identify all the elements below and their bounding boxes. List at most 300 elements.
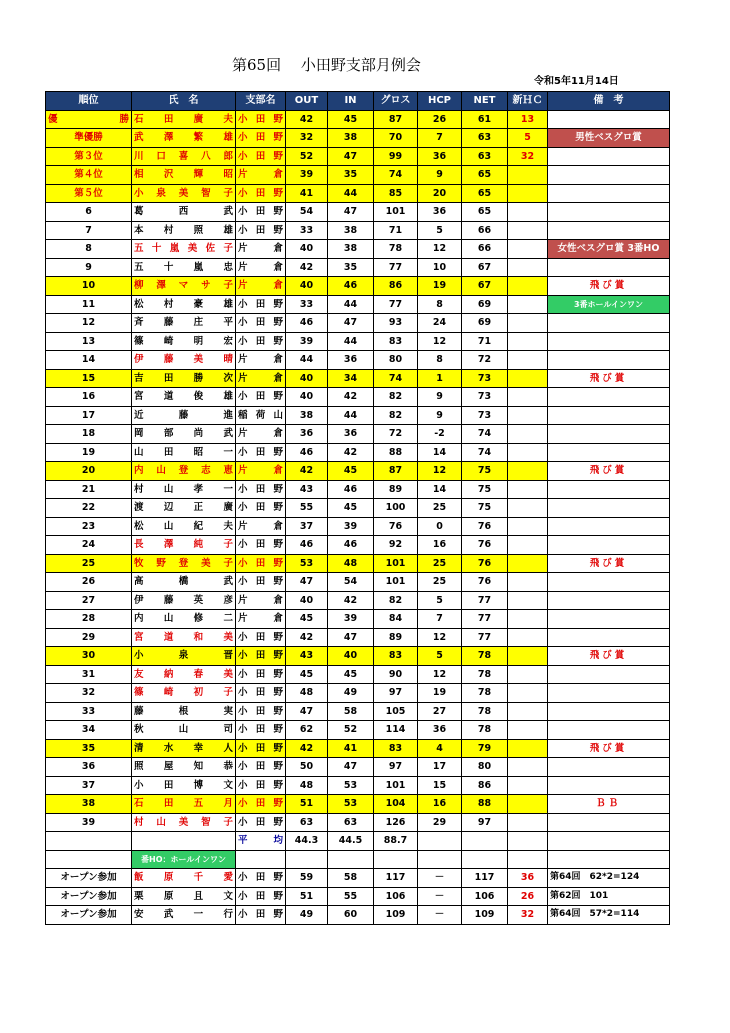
new-hc-cell (508, 277, 548, 296)
name-cell: 飯原千愛 (132, 869, 236, 888)
in-cell: 42 (328, 388, 374, 407)
note-cell (548, 702, 670, 721)
empty-cell (508, 850, 548, 869)
new-hc-cell (508, 480, 548, 499)
table-row (46, 795, 670, 814)
table-row (46, 887, 670, 906)
club-cell: 片倉 (236, 166, 286, 185)
name-cell: 五十嵐忠 (132, 258, 236, 277)
table-row (46, 776, 670, 795)
out-cell: 36 (286, 425, 328, 444)
hcp-cell: 9 (418, 388, 462, 407)
new-hc-cell (508, 258, 548, 277)
club-cell: 小田野 (236, 480, 286, 499)
in-cell: 42 (328, 591, 374, 610)
club-cell: 小田野 (236, 628, 286, 647)
net-cell: 78 (462, 647, 508, 666)
in-cell: 45 (328, 665, 374, 684)
name-cell: 村山孝一 (132, 480, 236, 499)
table-row (46, 258, 670, 277)
in-cell: 53 (328, 795, 374, 814)
name-cell: 柳澤マサ子 (132, 277, 236, 296)
hcp-cell: 19 (418, 277, 462, 296)
hcp-cell: 12 (418, 665, 462, 684)
rank-cell: 25 (46, 554, 132, 573)
new-hc-cell (508, 203, 548, 222)
rank-cell: 35 (46, 739, 132, 758)
table-row (46, 240, 670, 259)
gross-cell: 74 (374, 369, 418, 388)
out-cell: 51 (286, 887, 328, 906)
hcp-cell: 36 (418, 203, 462, 222)
in-cell: 39 (328, 517, 374, 536)
table-row (46, 369, 670, 388)
out-cell: 62 (286, 721, 328, 740)
new-hc-cell (508, 758, 548, 777)
name-cell: 牧野登美子 (132, 554, 236, 573)
note-cell (548, 758, 670, 777)
hcp-cell: 12 (418, 462, 462, 481)
rank-cell: 14 (46, 351, 132, 370)
table-row (46, 314, 670, 333)
gross-cell: 114 (374, 721, 418, 740)
note-cell (548, 776, 670, 795)
in-cell: 49 (328, 684, 374, 703)
table-row (46, 517, 670, 536)
club-cell: 片倉 (236, 351, 286, 370)
gross-cell: 74 (374, 166, 418, 185)
out-cell: 39 (286, 332, 328, 351)
net-cell: 76 (462, 517, 508, 536)
header-note: 備 考 (548, 92, 670, 111)
net-cell: 75 (462, 462, 508, 481)
out-cell: 40 (286, 388, 328, 407)
hcp-cell: 12 (418, 332, 462, 351)
name-cell: 本村照雄 (132, 221, 236, 240)
in-cell: 38 (328, 221, 374, 240)
empty-cell (462, 832, 508, 851)
name-cell: 村山美智子 (132, 813, 236, 832)
hcp-cell: － (418, 887, 462, 906)
note-cell (548, 203, 670, 222)
club-cell: 小田野 (236, 684, 286, 703)
gross-cell: 101 (374, 776, 418, 795)
name-cell: 篠崎明宏 (132, 332, 236, 351)
gross-cell: 117 (374, 869, 418, 888)
in-cell: 44 (328, 184, 374, 203)
in-cell: 38 (328, 240, 374, 259)
gross-cell: 82 (374, 591, 418, 610)
gross-cell: 87 (374, 110, 418, 129)
empty-cell (462, 850, 508, 869)
rank-cell: 第５位 (46, 184, 132, 203)
rank-cell: 23 (46, 517, 132, 536)
net-cell: 76 (462, 554, 508, 573)
club-cell: 小田野 (236, 869, 286, 888)
net-cell: 76 (462, 573, 508, 592)
note-cell (548, 258, 670, 277)
empty-cell (286, 850, 328, 869)
rank-cell: 22 (46, 499, 132, 518)
gross-cell: 101 (374, 573, 418, 592)
club-cell: 片倉 (236, 425, 286, 444)
header-out: OUT (286, 92, 328, 111)
net-cell: 76 (462, 536, 508, 555)
table-row (46, 332, 670, 351)
table-row (46, 721, 670, 740)
table-row (46, 221, 670, 240)
hcp-cell: 5 (418, 221, 462, 240)
empty-cell (548, 850, 670, 869)
gross-cell: 83 (374, 739, 418, 758)
rank-cell: 32 (46, 684, 132, 703)
note-cell (548, 110, 670, 129)
rank-cell: 18 (46, 425, 132, 444)
net-cell: 67 (462, 277, 508, 296)
net-cell: 67 (462, 258, 508, 277)
out-cell: 49 (286, 906, 328, 925)
note-cell: 第64回 57*2=114 (548, 906, 670, 925)
gross-cell: 93 (374, 314, 418, 333)
new-hc-cell (508, 610, 548, 629)
out-cell: 44 (286, 351, 328, 370)
note-cell: 第64回 62*2=124 (548, 869, 670, 888)
name-cell: 伊藤英彦 (132, 591, 236, 610)
note-cell: 飛び賞 (548, 462, 670, 481)
new-hc-cell (508, 591, 548, 610)
in-cell: 46 (328, 277, 374, 296)
note-cell (548, 425, 670, 444)
net-cell: 75 (462, 499, 508, 518)
new-hc-cell (508, 536, 548, 555)
rank-cell: 19 (46, 443, 132, 462)
table-row (46, 425, 670, 444)
gross-cell: 78 (374, 240, 418, 259)
new-hc-cell (508, 628, 548, 647)
in-cell: 38 (328, 129, 374, 148)
table-row (46, 554, 670, 573)
club-cell: 片倉 (236, 258, 286, 277)
hcp-cell: 17 (418, 758, 462, 777)
table-row (46, 129, 670, 148)
out-cell: 45 (286, 610, 328, 629)
note-cell (548, 443, 670, 462)
club-cell: 片倉 (236, 591, 286, 610)
hcp-cell: 12 (418, 240, 462, 259)
new-hc-cell (508, 332, 548, 351)
average-label: 平 均 (236, 832, 286, 851)
note-cell (548, 536, 670, 555)
net-cell: 69 (462, 295, 508, 314)
net-cell: 117 (462, 869, 508, 888)
club-cell: 小田野 (236, 813, 286, 832)
in-cell: 47 (328, 628, 374, 647)
hcp-cell: 0 (418, 517, 462, 536)
table-row (46, 906, 670, 925)
net-cell: 73 (462, 369, 508, 388)
rank-cell: 33 (46, 702, 132, 721)
net-cell: 71 (462, 332, 508, 351)
club-cell: 小田野 (236, 221, 286, 240)
net-cell: 65 (462, 184, 508, 203)
rank-cell: 13 (46, 332, 132, 351)
in-cell: 41 (328, 739, 374, 758)
table-row (46, 591, 670, 610)
empty-cell (418, 832, 462, 851)
average-gross: 88.7 (374, 832, 418, 851)
net-cell: 79 (462, 739, 508, 758)
out-cell: 47 (286, 702, 328, 721)
hcp-cell: 24 (418, 314, 462, 333)
rank-cell: 15 (46, 369, 132, 388)
gross-cell: 82 (374, 388, 418, 407)
out-cell: 55 (286, 499, 328, 518)
note-cell (548, 665, 670, 684)
in-cell: 44 (328, 406, 374, 425)
net-cell: 72 (462, 351, 508, 370)
name-cell: 小泉美智子 (132, 184, 236, 203)
gross-cell: 72 (374, 425, 418, 444)
in-cell: 58 (328, 702, 374, 721)
hcp-cell: 14 (418, 443, 462, 462)
rank-cell: 16 (46, 388, 132, 407)
out-cell: 54 (286, 203, 328, 222)
hcp-cell: 25 (418, 573, 462, 592)
net-cell: 109 (462, 906, 508, 925)
empty-cell (508, 832, 548, 851)
net-cell: 66 (462, 221, 508, 240)
header-in: IN (328, 92, 374, 111)
rank-cell: 11 (46, 295, 132, 314)
rank-cell: 準優勝 (46, 129, 132, 148)
club-cell: 小田野 (236, 721, 286, 740)
gross-cell: 105 (374, 702, 418, 721)
average-row (46, 832, 670, 851)
note-cell (548, 184, 670, 203)
in-cell: 63 (328, 813, 374, 832)
in-cell: 58 (328, 869, 374, 888)
in-cell: 47 (328, 147, 374, 166)
table-row (46, 647, 670, 666)
in-cell: 34 (328, 369, 374, 388)
rank-cell: 8 (46, 240, 132, 259)
net-cell: 77 (462, 591, 508, 610)
gross-cell: 77 (374, 258, 418, 277)
new-hc-cell (508, 406, 548, 425)
rank-cell: 24 (46, 536, 132, 555)
table-row (46, 499, 670, 518)
table-row (46, 628, 670, 647)
new-hc-cell: 13 (508, 110, 548, 129)
hcp-cell: 1 (418, 369, 462, 388)
legend-row (46, 850, 670, 869)
gross-cell: 104 (374, 795, 418, 814)
header-rank: 順位 (46, 92, 132, 111)
new-hc-cell (508, 369, 548, 388)
out-cell: 40 (286, 240, 328, 259)
note-cell: 女性ベスグロ賞 3番HO (548, 240, 670, 259)
club-cell: 小田野 (236, 388, 286, 407)
new-hc-cell (508, 462, 548, 481)
table-row (46, 480, 670, 499)
gross-cell: 83 (374, 647, 418, 666)
hcp-cell: 25 (418, 554, 462, 573)
out-cell: 42 (286, 462, 328, 481)
table-row (46, 739, 670, 758)
table-row (46, 813, 670, 832)
name-cell: 長澤純子 (132, 536, 236, 555)
in-cell: 40 (328, 647, 374, 666)
out-cell: 51 (286, 795, 328, 814)
club-cell: 小田野 (236, 332, 286, 351)
new-hc-cell (508, 184, 548, 203)
rank-cell: 優 勝 (46, 110, 132, 129)
hcp-cell: 9 (418, 166, 462, 185)
gross-cell: 106 (374, 887, 418, 906)
new-hc-cell (508, 795, 548, 814)
rank-cell: 38 (46, 795, 132, 814)
rank-cell: 29 (46, 628, 132, 647)
name-cell: 宮道和美 (132, 628, 236, 647)
new-hc-cell (508, 702, 548, 721)
name-cell: 内山登志恵 (132, 462, 236, 481)
empty-cell (328, 850, 374, 869)
header-gross: グロス (374, 92, 418, 111)
note-cell (548, 573, 670, 592)
hcp-cell: 8 (418, 351, 462, 370)
name-cell: 山田昭一 (132, 443, 236, 462)
name-cell: 秋山司 (132, 721, 236, 740)
net-cell: 63 (462, 147, 508, 166)
out-cell: 43 (286, 480, 328, 499)
table-row (46, 758, 670, 777)
name-cell: 五十嵐美佐子 (132, 240, 236, 259)
note-cell (548, 351, 670, 370)
name-cell: 内山修二 (132, 610, 236, 629)
rank-cell: 34 (46, 721, 132, 740)
header-hcp: HCP (418, 92, 462, 111)
hcp-cell: 19 (418, 684, 462, 703)
results-table (45, 91, 670, 925)
gross-cell: 76 (374, 517, 418, 536)
table-row (46, 406, 670, 425)
in-cell: 55 (328, 887, 374, 906)
hcp-cell: 26 (418, 110, 462, 129)
out-cell: 42 (286, 628, 328, 647)
empty-cell (46, 850, 132, 869)
out-cell: 48 (286, 684, 328, 703)
club-cell: 小田野 (236, 443, 286, 462)
empty-cell (132, 832, 236, 851)
hcp-cell: 8 (418, 295, 462, 314)
note-cell: 男性ベスグロ賞 (548, 129, 670, 148)
table-row (46, 203, 670, 222)
empty-cell (374, 850, 418, 869)
new-hc-cell (508, 684, 548, 703)
net-cell: 73 (462, 388, 508, 407)
table-row (46, 277, 670, 296)
name-cell: 松山紀夫 (132, 517, 236, 536)
out-cell: 48 (286, 776, 328, 795)
note-cell: 飛び賞 (548, 739, 670, 758)
gross-cell: 101 (374, 203, 418, 222)
event-date: 令和5年11月14日 (534, 76, 619, 87)
table-row (46, 869, 670, 888)
name-cell: 伊藤美晴 (132, 351, 236, 370)
rank-cell: 28 (46, 610, 132, 629)
gross-cell: 88 (374, 443, 418, 462)
rank-cell: オープン参加 (46, 887, 132, 906)
header-club: 支部名 (236, 92, 286, 111)
hcp-cell: 5 (418, 647, 462, 666)
club-cell: 片倉 (236, 240, 286, 259)
out-cell: 42 (286, 739, 328, 758)
note-cell (548, 314, 670, 333)
gross-cell: 71 (374, 221, 418, 240)
name-cell: 友納春美 (132, 665, 236, 684)
in-cell: 44 (328, 295, 374, 314)
out-cell: 53 (286, 554, 328, 573)
gross-cell: 77 (374, 295, 418, 314)
hcp-cell: 16 (418, 795, 462, 814)
gross-cell: 109 (374, 906, 418, 925)
net-cell: 73 (462, 406, 508, 425)
new-hc-cell (508, 388, 548, 407)
note-cell: 3番ホールインワン (548, 295, 670, 314)
table-row (46, 665, 670, 684)
out-cell: 40 (286, 277, 328, 296)
note-cell: 飛び賞 (548, 554, 670, 573)
club-cell: 片倉 (236, 610, 286, 629)
gross-cell: 84 (374, 610, 418, 629)
new-hc-cell: 36 (508, 869, 548, 888)
note-cell (548, 591, 670, 610)
gross-cell: 89 (374, 628, 418, 647)
new-hc-cell (508, 554, 548, 573)
empty-cell (236, 850, 286, 869)
out-cell: 33 (286, 295, 328, 314)
out-cell: 50 (286, 758, 328, 777)
hcp-cell: － (418, 906, 462, 925)
name-cell: 吉田勝次 (132, 369, 236, 388)
out-cell: 42 (286, 110, 328, 129)
new-hc-cell (508, 739, 548, 758)
gross-cell: 99 (374, 147, 418, 166)
net-cell: 61 (462, 110, 508, 129)
note-cell (548, 628, 670, 647)
table-row (46, 536, 670, 555)
table-row (46, 184, 670, 203)
in-cell: 45 (328, 110, 374, 129)
name-cell: 武澤繁雄 (132, 129, 236, 148)
hcp-cell: 20 (418, 184, 462, 203)
club-cell: 小田野 (236, 147, 286, 166)
club-cell: 小田野 (236, 536, 286, 555)
in-cell: 45 (328, 462, 374, 481)
club-cell: 小田野 (236, 573, 286, 592)
net-cell: 74 (462, 443, 508, 462)
club-cell: 小田野 (236, 906, 286, 925)
new-hc-cell (508, 721, 548, 740)
hcp-cell: － (418, 869, 462, 888)
table-row (46, 147, 670, 166)
rank-cell: 39 (46, 813, 132, 832)
rank-cell: 20 (46, 462, 132, 481)
in-cell: 48 (328, 554, 374, 573)
rank-cell: 26 (46, 573, 132, 592)
in-cell: 47 (328, 314, 374, 333)
rank-cell: オープン参加 (46, 869, 132, 888)
